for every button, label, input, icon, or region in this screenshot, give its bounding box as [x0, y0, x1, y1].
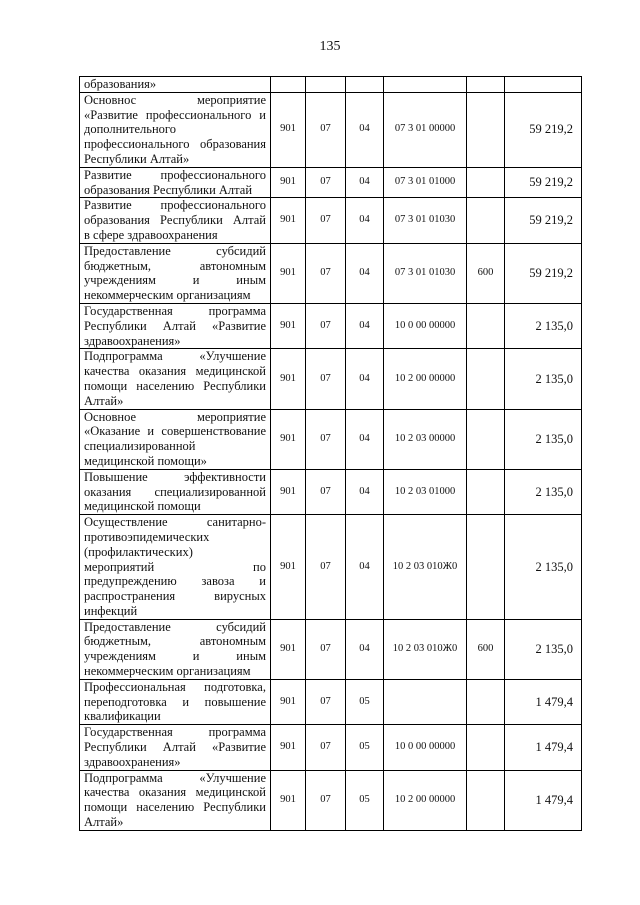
item-name-cell: [80, 92, 271, 167]
amount-cell: 2 135,0: [505, 515, 582, 620]
item-name-line: Развитие профессионального: [84, 167, 266, 182]
item-name-cell: [80, 303, 271, 348]
item-name-line: Алтай»: [84, 815, 124, 830]
item-name-cell: [80, 198, 271, 243]
table-row: [80, 770, 582, 830]
amount-cell: 1 479,4: [505, 679, 582, 724]
item-name-line: в сфере здравоохранения: [84, 227, 218, 242]
amount-cell: 59 219,2: [505, 243, 582, 303]
subsection-code-cell: [346, 77, 384, 93]
item-name-line: предупреждению завоза и: [84, 574, 266, 589]
target-article-cell: 07 3 01 01000: [384, 167, 467, 198]
table-row: [80, 515, 582, 620]
item-name-line: мероприятий по: [84, 559, 266, 574]
ministry-code-cell: 901: [271, 349, 306, 409]
item-name-line: Развитие профессионального: [84, 198, 266, 213]
expense-type-cell: [467, 198, 505, 243]
expense-type-cell: [467, 167, 505, 198]
item-name-line: Предоставление субсидий: [84, 619, 266, 634]
budget-table-body: [80, 77, 582, 831]
subsection-code-cell: 04: [346, 198, 384, 243]
amount-cell: 2 135,0: [505, 469, 582, 514]
section-code-cell: 07: [306, 92, 346, 167]
item-name-line: качества оказания медицинской: [84, 785, 266, 800]
item-name-cell: [80, 725, 271, 770]
table-row: [80, 303, 582, 348]
item-name-line: качества оказания медицинской: [84, 364, 266, 379]
target-article-cell: 07 3 01 01030: [384, 198, 467, 243]
item-name-line: некоммерческим организациям: [84, 664, 251, 679]
target-article-cell: 10 2 00 00000: [384, 349, 467, 409]
ministry-code-cell: 901: [271, 198, 306, 243]
item-name-cell: [80, 770, 271, 830]
item-name-cell: [80, 619, 271, 679]
target-article-cell: [384, 679, 467, 724]
item-name-line: Профессиональная подготовка,: [84, 679, 266, 694]
item-name-line: квалификации: [84, 709, 161, 724]
target-article-cell: 10 2 03 010Ж0: [384, 619, 467, 679]
section-code-cell: 07: [306, 619, 346, 679]
section-code-cell: 07: [306, 167, 346, 198]
expense-type-cell: [467, 469, 505, 514]
item-name-line: медицинской помощи»: [84, 453, 207, 468]
ministry-code-cell: 901: [271, 679, 306, 724]
section-code-cell: 07: [306, 198, 346, 243]
item-name-line: «Оказание и совершенствование: [84, 424, 266, 439]
item-name-line: некоммерческим организациям: [84, 288, 251, 303]
item-name-line: Подпрограмма «Улучшение: [84, 770, 266, 785]
amount-cell: 2 135,0: [505, 349, 582, 409]
amount-cell: 1 479,4: [505, 770, 582, 830]
ministry-code-cell: 901: [271, 469, 306, 514]
item-name-line: профессионального образования: [84, 137, 266, 152]
expense-type-cell: [467, 679, 505, 724]
item-name-line: образования Республики Алтай: [84, 182, 253, 197]
target-article-cell: 10 2 03 010Ж0: [384, 515, 467, 620]
item-name-line: Повышение эффективности: [84, 469, 266, 484]
item-name-line: Республики Алтай»: [84, 151, 190, 166]
table-row: [80, 167, 582, 198]
subsection-code-cell: 04: [346, 349, 384, 409]
item-name-line: переподготовка и повышение: [84, 694, 266, 709]
amount-cell: 59 219,2: [505, 198, 582, 243]
item-name-line: Алтай»: [84, 393, 124, 408]
budget-table: [79, 76, 582, 831]
item-name-line: Предоставление субсидий: [84, 243, 266, 258]
ministry-code-cell: 901: [271, 92, 306, 167]
subsection-code-cell: 05: [346, 725, 384, 770]
item-name-line: учреждениям и иным: [84, 649, 266, 664]
item-name-line: Основнос мероприятие: [84, 92, 266, 107]
ministry-code-cell: 901: [271, 409, 306, 469]
section-code-cell: [306, 77, 346, 93]
item-name-line: бюджетным, автономным: [84, 634, 266, 649]
amount-cell: 2 135,0: [505, 303, 582, 348]
item-name-line: Государственная программа: [84, 303, 266, 318]
subsection-code-cell: 04: [346, 619, 384, 679]
item-name-cell: [80, 515, 271, 620]
item-name-cell: [80, 679, 271, 724]
item-name-line: медицинской помощи: [84, 499, 201, 514]
item-name-cell: [80, 167, 271, 198]
item-name-line: дополнительного: [84, 122, 176, 137]
table-row: [80, 77, 582, 93]
table-row: [80, 679, 582, 724]
item-name-line: здравоохранения»: [84, 333, 181, 348]
target-article-cell: 10 2 03 01000: [384, 469, 467, 514]
target-article-cell: 10 2 00 00000: [384, 770, 467, 830]
subsection-code-cell: 04: [346, 409, 384, 469]
subsection-code-cell: 05: [346, 679, 384, 724]
item-name-line: помощи населению Республики: [84, 800, 266, 815]
expense-type-cell: [467, 349, 505, 409]
section-code-cell: 07: [306, 515, 346, 620]
item-name-line: Осуществление санитарно-: [84, 515, 266, 530]
expense-type-cell: 600: [467, 243, 505, 303]
item-name-cell: [80, 469, 271, 514]
page-number: 135: [319, 39, 341, 54]
subsection-code-cell: 04: [346, 243, 384, 303]
expense-type-cell: [467, 77, 505, 93]
item-name-cell: [80, 77, 271, 93]
section-code-cell: 07: [306, 725, 346, 770]
section-code-cell: 07: [306, 303, 346, 348]
item-name-line: Подпрограмма «Улучшение: [84, 349, 266, 364]
amount-cell: 1 479,4: [505, 725, 582, 770]
item-name-line: распространения вирусных: [84, 589, 266, 604]
item-name-line: Основное мероприятие: [84, 409, 266, 424]
target-article-cell: 10 2 03 00000: [384, 409, 467, 469]
item-name-line: здравоохранения»: [84, 754, 181, 769]
ministry-code-cell: [271, 77, 306, 93]
target-article-cell: [384, 77, 467, 93]
item-name-line: образования Республики Алтай: [84, 213, 266, 228]
expense-type-cell: [467, 409, 505, 469]
subsection-code-cell: 04: [346, 469, 384, 514]
expense-type-cell: 600: [467, 619, 505, 679]
section-code-cell: 07: [306, 679, 346, 724]
ministry-code-cell: 901: [271, 770, 306, 830]
subsection-code-cell: 04: [346, 92, 384, 167]
subsection-code-cell: 04: [346, 515, 384, 620]
target-article-cell: 10 0 00 00000: [384, 725, 467, 770]
ministry-code-cell: 901: [271, 243, 306, 303]
ministry-code-cell: 901: [271, 303, 306, 348]
section-code-cell: 07: [306, 469, 346, 514]
section-code-cell: 07: [306, 409, 346, 469]
item-name-cell: [80, 409, 271, 469]
item-name-line: Республики Алтай «Развитие: [84, 318, 266, 333]
amount-cell: 2 135,0: [505, 409, 582, 469]
target-article-cell: 07 3 01 00000: [384, 92, 467, 167]
table-row: [80, 619, 582, 679]
expense-type-cell: [467, 725, 505, 770]
table-row: [80, 92, 582, 167]
item-name-cell: [80, 243, 271, 303]
item-name-line: противоэпидемических: [84, 529, 210, 544]
table-row: [80, 243, 582, 303]
ministry-code-cell: 901: [271, 725, 306, 770]
ministry-code-cell: 901: [271, 515, 306, 620]
item-name-cell: [80, 349, 271, 409]
item-name-line: (профилактических): [84, 544, 193, 559]
table-row: [80, 349, 582, 409]
amount-cell: 2 135,0: [505, 619, 582, 679]
item-name-line: помощи населению Республики: [84, 378, 266, 393]
table-row: [80, 725, 582, 770]
table-row: [80, 409, 582, 469]
item-name-line: учреждениям и иным: [84, 273, 266, 288]
item-name-line: Государственная программа: [84, 725, 266, 740]
item-name-line: «Развитие профессионального и: [84, 107, 266, 122]
section-code-cell: 07: [306, 770, 346, 830]
subsection-code-cell: 04: [346, 167, 384, 198]
amount-cell: 59 219,2: [505, 167, 582, 198]
section-code-cell: 07: [306, 243, 346, 303]
target-article-cell: 10 0 00 00000: [384, 303, 467, 348]
expense-type-cell: [467, 303, 505, 348]
item-name-line: специализированной: [84, 439, 196, 454]
item-name-line: образования»: [84, 77, 157, 91]
amount-cell: 59 219,2: [505, 92, 582, 167]
ministry-code-cell: 901: [271, 167, 306, 198]
item-name-line: бюджетным, автономным: [84, 258, 266, 273]
expense-type-cell: [467, 515, 505, 620]
expense-type-cell: [467, 770, 505, 830]
subsection-code-cell: 05: [346, 770, 384, 830]
item-name-line: Республики Алтай «Развитие: [84, 740, 266, 755]
item-name-line: инфекций: [84, 603, 138, 618]
expense-type-cell: [467, 92, 505, 167]
table-row: [80, 198, 582, 243]
item-name-line: оказания специализированной: [84, 484, 266, 499]
target-article-cell: 07 3 01 01030: [384, 243, 467, 303]
ministry-code-cell: 901: [271, 619, 306, 679]
amount-cell: [505, 77, 582, 93]
section-code-cell: 07: [306, 349, 346, 409]
subsection-code-cell: 04: [346, 303, 384, 348]
table-row: [80, 469, 582, 514]
